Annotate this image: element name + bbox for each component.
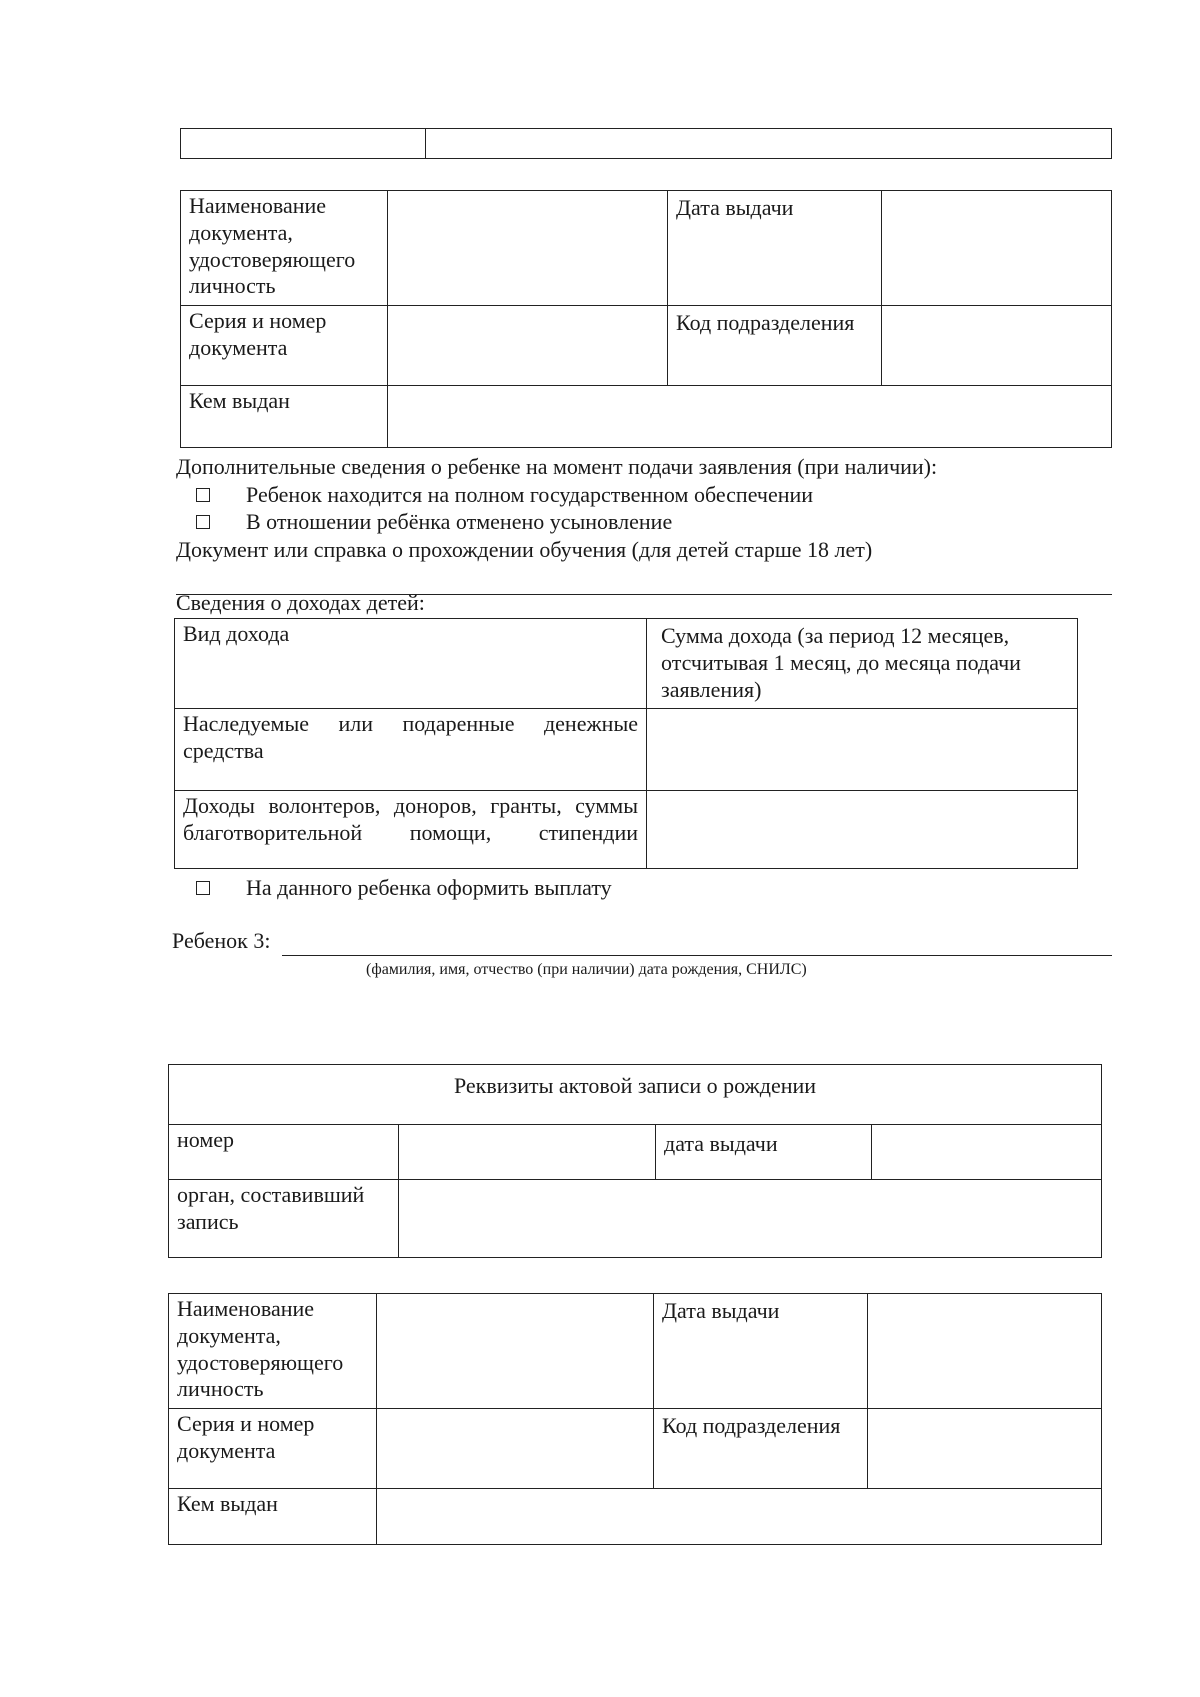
option-adoption-cancelled-label: В отношении ребёнка отменено усыновление xyxy=(246,509,673,534)
birth-record-title: Реквизиты актовой записи о рождении xyxy=(169,1065,1102,1125)
income-row-sum[interactable] xyxy=(647,791,1078,869)
doc-name-label: Наименование документа, удостоверяющего личность xyxy=(181,191,388,306)
doc-name-value[interactable] xyxy=(388,191,668,306)
income-row-type: Доходы волонтеров, доноров, гранты, суммы благотворительной помощи, стипендии xyxy=(175,791,647,869)
record-date-value[interactable] xyxy=(872,1125,1102,1180)
division-code-label: Код подразделения xyxy=(654,1409,868,1489)
child3-identity-table xyxy=(168,1293,1102,1545)
option-payment-label: На данного ребенка оформить выплату xyxy=(246,875,612,900)
option-payment[interactable] xyxy=(196,875,612,902)
division-code-value[interactable] xyxy=(882,306,1112,386)
child2-identity-table xyxy=(180,190,1112,448)
issue-date-value[interactable] xyxy=(882,191,1112,306)
doc-name-label: Наименование документа, удостоверяющего личность xyxy=(169,1294,377,1409)
child3-label: Ребенок 3: xyxy=(172,928,271,953)
option-adoption-cancelled[interactable] xyxy=(196,509,672,536)
issue-date-value[interactable] xyxy=(868,1294,1102,1409)
income-table xyxy=(174,618,1078,869)
study-doc-label: Документ или справка о прохождении обучения (для детей старше 18 лет) xyxy=(176,537,873,562)
top-partial-value-cell[interactable] xyxy=(426,129,1112,159)
doc-name-value[interactable] xyxy=(377,1294,654,1409)
issued-by-label: Кем выдан xyxy=(169,1489,377,1545)
series-number-label: Серия и номер документа xyxy=(169,1409,377,1489)
record-number-value[interactable] xyxy=(399,1125,656,1180)
additional-info-heading: Дополнительные сведения о ребенке на момент подачи заявления (при наличии): xyxy=(176,454,938,479)
series-number-label: Серия и номер документа xyxy=(181,306,388,386)
income-col-type: Вид дохода xyxy=(175,619,647,709)
top-partial-label-cell xyxy=(181,129,426,159)
option-full-state-support[interactable] xyxy=(196,482,813,509)
series-number-value[interactable] xyxy=(388,306,668,386)
division-code-label: Код подразделения xyxy=(668,306,882,386)
income-row-type: Наследуемые или подаренные денежные средства xyxy=(175,709,647,791)
issue-date-label: Дата выдачи xyxy=(654,1294,868,1409)
checkbox-adoption-cancelled[interactable] xyxy=(196,515,210,529)
division-code-value[interactable] xyxy=(868,1409,1102,1489)
checkbox-payment[interactable] xyxy=(196,881,210,895)
checkbox-full-state-support[interactable] xyxy=(196,488,210,502)
birth-record-table xyxy=(168,1064,1102,1258)
income-row-sum[interactable] xyxy=(647,709,1078,791)
issued-by-value[interactable] xyxy=(377,1489,1102,1545)
child3-input-line[interactable] xyxy=(282,955,1112,956)
record-date-label: дата выдачи xyxy=(656,1125,872,1180)
income-col-sum: Сумма дохода (за период 12 месяцев, отсчитывая 1 месяц, до месяца подачи заявления) xyxy=(647,619,1078,709)
record-authority-label: орган, составивший запись xyxy=(169,1180,399,1258)
income-heading: Сведения о доходах детей: xyxy=(176,590,425,615)
series-number-value[interactable] xyxy=(377,1409,654,1489)
child3-caption: (фамилия, имя, отчество (при наличии) дата рождения, СНИЛС) xyxy=(366,961,807,978)
option-full-state-support-label: Ребенок находится на полном государственном обеспечении xyxy=(246,482,814,507)
record-authority-value[interactable] xyxy=(399,1180,1102,1258)
issued-by-value[interactable] xyxy=(388,386,1112,448)
issued-by-label: Кем выдан xyxy=(181,386,388,448)
top-partial-table xyxy=(180,128,1112,159)
issue-date-label: Дата выдачи xyxy=(668,191,882,306)
record-number-label: номер xyxy=(169,1125,399,1180)
